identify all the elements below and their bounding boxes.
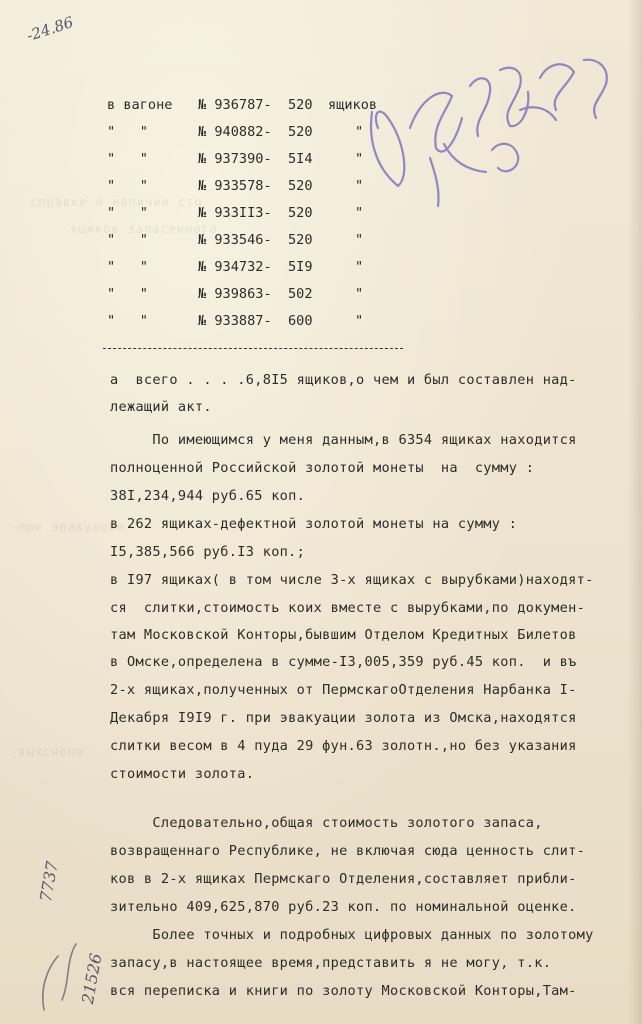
text-line: возвращеннаго Республике, не включая сюда ценность слит- [110,843,586,859]
wagon-number: № 940882- [198,124,272,140]
box-count: 520 [288,232,313,248]
margin-pencil-number: 21526 [78,951,106,1006]
text-line: Следовательно,общая стоимость золотого запаса, [110,815,543,831]
text-line: там Московской Конторы,бывшим Отделом Кредитных Билетов [110,627,577,643]
wagon-number: № 934732- [198,259,272,275]
box-count: 520 [288,178,313,194]
wagon-label: " " [107,313,148,329]
box-count: 520 [288,205,313,221]
text-line: ков в 2-х ящиках Пермскаго Отделения,составляет прибли- [110,871,577,887]
text-line: Более точных и подробных цифровых данных по золотому [110,927,594,943]
text-line: запасу,в настоящее время,представить я не могу, т.к. [110,955,552,971]
wagon-number: № 933546- [198,232,272,248]
wagon-label: " " [107,124,148,140]
ditto-mark: " [355,259,364,275]
ditto-mark: " [355,178,364,194]
margin-pencil-number: 7737 [36,859,62,904]
corner-pencil-note: -24.86 [24,13,76,45]
box-count: 520 [288,124,313,140]
wagon-number: № 939863- [198,286,272,302]
bleed-through-text: справке о наличии сто [30,195,203,209]
separator-dashes [103,348,403,349]
text-line: в 262 ящиках-дефектной золотой монеты на сумму : [110,516,518,532]
wagon-number: № 936787- [198,97,272,113]
box-count: 600 [288,313,313,329]
text-line: слитки весом в 4 пуда 29 фун.63 золотн.,но без указания [110,738,577,754]
box-count: 5I4 [288,151,313,167]
wagon-number: № 933II3- [198,205,272,221]
bleed-through-text: ящиков запасенного [70,222,219,236]
ditto-mark: " [355,151,364,167]
text-line: 38I,234,944 руб.65 коп. [110,488,306,504]
text-line: а всего . . . .6,8I5 ящиков,о чем и был составлен над- [110,372,577,388]
text-line: ся слитки,стоимость коих вместе с вырубками,по докумен- [110,600,586,616]
wagon-label: " " [107,151,148,167]
wagon-label: " " [107,205,148,221]
ditto-mark: " [355,205,364,221]
wagon-label: " " [107,232,148,248]
wagon-label: " " [107,178,148,194]
text-line: зительно 409,625,870 руб.23 коп. по номинальной оценке. [110,899,577,915]
wagon-number: № 933887- [198,313,272,329]
box-count: 502 [288,286,313,302]
bleed-through-text: -при эвакуации [10,520,126,534]
text-line: стоимости золота. [110,766,255,782]
unit-label: ящиков [328,97,378,113]
ditto-mark: " [355,232,364,248]
box-count: 520 [288,97,313,113]
ditto-mark: " [355,286,364,302]
text-line: вся переписка и книги по золоту Московской Конторы,Там- [110,983,577,999]
wagon-number: № 933578- [198,178,272,194]
text-line: По имеющимся у меня данным,в 6354 ящиках находится [110,432,577,448]
wagon-number: № 937390- [198,151,272,167]
wagon-label: " " [107,259,148,275]
text-line: I5,385,566 руб.I3 коп.; [110,544,306,560]
text-line: полноценной Российской золотой монеты на сумму : [110,460,535,476]
wagon-label: в вагоне [107,97,173,113]
text-line: в Омске,определена в сумме-I3,005,359 руб.45 коп. и въ [110,654,577,670]
text-line: Декабря I9I9 г. при эвакуации золота из Омска,находятся [110,710,577,726]
ditto-mark: " [355,313,364,329]
ditto-mark: " [355,124,364,140]
text-line: в I97 ящиках( в том числе 3-х ящиках с вырубками)находят- [110,572,594,588]
box-count: 5I9 [288,259,313,275]
text-line: 2-х ящиках,полученных от ПермскагоОтделения Нарбанка I- [110,682,577,698]
wagon-label: " " [107,286,148,302]
bleed-through-text: -выяснено [10,745,85,759]
text-line: лежащий акт. [110,399,212,415]
